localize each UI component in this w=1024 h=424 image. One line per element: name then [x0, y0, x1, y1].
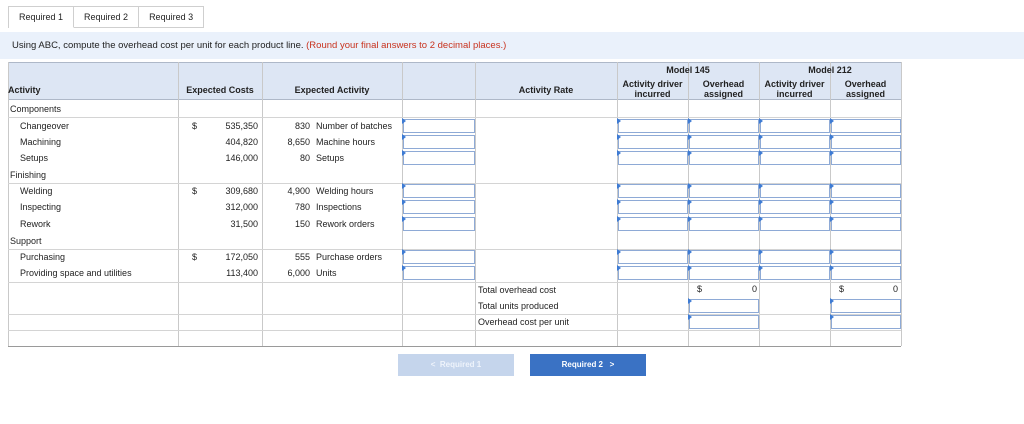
row-m145-driver-input[interactable] [618, 184, 688, 198]
row-activity-name: Setups [20, 153, 49, 163]
row-m212-driver-input[interactable] [760, 250, 830, 264]
row-m212-driver-input[interactable] [760, 217, 830, 231]
chevron-right-icon: > [609, 360, 615, 369]
row-m145-overhead-input[interactable] [689, 217, 759, 231]
header-m145-overhead-line2: assigned [703, 89, 743, 99]
header-m212-overhead-line1: Overhead [844, 79, 887, 89]
group-support: Support [10, 236, 42, 246]
row-m145-driver-input[interactable] [618, 151, 688, 165]
row-m145-driver-input[interactable] [618, 266, 688, 280]
row-cost-dollar: $ [192, 252, 198, 262]
row-activity-name: Providing space and utilities [20, 268, 132, 278]
total-overhead-label: Total overhead cost [478, 285, 557, 295]
header-m212-overhead-line2: assigned [845, 89, 885, 99]
row-activity-name: Machining [20, 137, 62, 147]
row-m145-overhead-input[interactable] [689, 250, 759, 264]
row-m145-overhead-input[interactable] [689, 119, 759, 133]
row-expected-unit: Setups [316, 153, 345, 163]
row-activity-name: Rework [20, 219, 51, 229]
row-expected-qty: 4,900 [287, 186, 310, 196]
row-expected-unit: Number of batches [316, 121, 393, 131]
row-m212-overhead-input[interactable] [831, 266, 901, 280]
row-expected-cost: 404,820 [225, 137, 258, 147]
row-cost-dollar: $ [192, 121, 198, 131]
total-units-label: Total units produced [478, 301, 559, 311]
header-m145-overhead-line1: Overhead [702, 79, 745, 89]
tab-required-3[interactable]: Required 3 [139, 6, 204, 28]
header-expected-costs: Expected Costs [186, 85, 254, 95]
header-m145-driver [617, 79, 688, 99]
chevron-left-icon: < [430, 360, 436, 369]
row-expected-unit: Machine hours [316, 137, 376, 147]
m145-total-value: 0 [752, 284, 758, 294]
row-m212-driver-input[interactable] [760, 184, 830, 198]
header-m212-overhead [830, 79, 901, 99]
row-m212-overhead-input[interactable] [831, 217, 901, 231]
tab-required-2[interactable]: Required 2 [74, 6, 139, 28]
row-m145-driver-input[interactable] [618, 250, 688, 264]
row-activity-name: Welding [20, 186, 53, 196]
m212-total-value: 0 [893, 284, 899, 294]
row-expected-cost: 146,000 [225, 153, 258, 163]
m145-total-units-input[interactable] [689, 299, 759, 313]
row-m212-driver-input[interactable] [760, 266, 830, 280]
header-m145-driver-line1: Activity driver [622, 79, 683, 89]
row-m212-driver-input[interactable] [760, 200, 830, 214]
row-activity-name: Purchasing [20, 252, 66, 262]
row-m145-overhead-input[interactable] [689, 266, 759, 280]
row-expected-qty: 150 [294, 219, 310, 229]
row-m212-overhead-input[interactable] [831, 119, 901, 133]
row-expected-unit: Inspections [316, 202, 362, 212]
row-activity-rate-input[interactable] [403, 135, 475, 149]
row-activity-rate-input[interactable] [403, 250, 475, 264]
row-m212-driver-input[interactable] [760, 135, 830, 149]
rounding-note: (Round your final answers to 2 decimal places.) [306, 40, 507, 51]
row-expected-qty: 80 [299, 153, 310, 163]
header-m145-overhead [688, 79, 759, 99]
row-expected-unit: Rework orders [316, 219, 375, 229]
row-activity-rate-input[interactable] [403, 200, 475, 214]
row-m212-overhead-input[interactable] [831, 184, 901, 198]
row-activity-rate-input[interactable] [403, 184, 475, 198]
row-expected-unit: Units [316, 268, 337, 278]
row-m145-overhead-input[interactable] [689, 151, 759, 165]
row-expected-qty: 6,000 [287, 268, 310, 278]
m145-total-dollar: $ [697, 284, 703, 294]
header-m212-driver [759, 79, 830, 99]
row-activity-name: Inspecting [20, 202, 62, 212]
row-cost-dollar: $ [192, 186, 198, 196]
next-button[interactable] [530, 354, 646, 376]
row-expected-cost: 31,500 [230, 219, 258, 229]
row-expected-cost: 312,000 [225, 202, 258, 212]
row-activity-rate-input[interactable] [403, 217, 475, 231]
instruction-text: Using ABC, compute the overhead cost per unit for each product line. [12, 40, 304, 51]
row-m145-driver-input[interactable] [618, 217, 688, 231]
header-model-212: Model 212 [808, 65, 852, 75]
row-m145-driver-input[interactable] [618, 200, 688, 214]
header-m212-driver-line1: Activity driver [764, 79, 825, 89]
previous-button-label: Required 1 [439, 360, 482, 369]
row-activity-name: Changeover [20, 121, 70, 131]
header-expected-activity: Expected Activity [294, 85, 370, 95]
row-m145-overhead-input[interactable] [689, 184, 759, 198]
m212-total-units-input[interactable] [831, 299, 901, 313]
header-model-145: Model 145 [666, 65, 710, 75]
row-m145-driver-input[interactable] [618, 135, 688, 149]
previous-button[interactable] [398, 354, 514, 376]
header-m212-driver-line2: incurred [776, 89, 813, 99]
row-activity-rate-input[interactable] [403, 151, 475, 165]
row-m212-overhead-input[interactable] [831, 135, 901, 149]
row-expected-qty: 830 [294, 121, 310, 131]
header-activity-rate: Activity Rate [518, 85, 574, 95]
row-m145-overhead-input[interactable] [689, 200, 759, 214]
m212-overhead-per-unit-input[interactable] [831, 315, 901, 329]
header-m145-driver-line2: incurred [634, 89, 671, 99]
row-expected-cost: 113,400 [226, 268, 258, 278]
row-m145-overhead-input[interactable] [689, 135, 759, 149]
row-expected-qty: 780 [294, 202, 310, 212]
row-expected-qty: 8,650 [287, 137, 310, 147]
row-m145-driver-input[interactable] [618, 119, 688, 133]
header-activity: Activity [8, 85, 41, 95]
row-expected-unit: Welding hours [316, 186, 374, 196]
row-m212-overhead-input[interactable] [831, 200, 901, 214]
row-expected-qty: 555 [294, 252, 310, 262]
row-expected-unit: Purchase orders [316, 252, 383, 262]
overhead-per-unit-label: Overhead cost per unit [478, 317, 570, 327]
row-activity-rate-input[interactable] [403, 119, 475, 133]
row-m212-overhead-input[interactable] [831, 250, 901, 264]
row-activity-rate-input[interactable] [403, 266, 475, 280]
row-m212-driver-input[interactable] [760, 151, 830, 165]
row-expected-cost: 535,350 [225, 121, 258, 131]
row-m212-driver-input[interactable] [760, 119, 830, 133]
m212-total-dollar: $ [839, 284, 845, 294]
next-button-label: Required 2 [561, 360, 603, 369]
row-expected-cost: 309,680 [225, 186, 258, 196]
group-finishing: Finishing [10, 170, 47, 180]
m145-overhead-per-unit-input[interactable] [689, 315, 759, 329]
group-components: Components [10, 104, 62, 114]
row-m212-overhead-input[interactable] [831, 151, 901, 165]
tab-required-1[interactable]: Required 1 [9, 6, 74, 28]
row-expected-cost: 172,050 [225, 252, 258, 262]
